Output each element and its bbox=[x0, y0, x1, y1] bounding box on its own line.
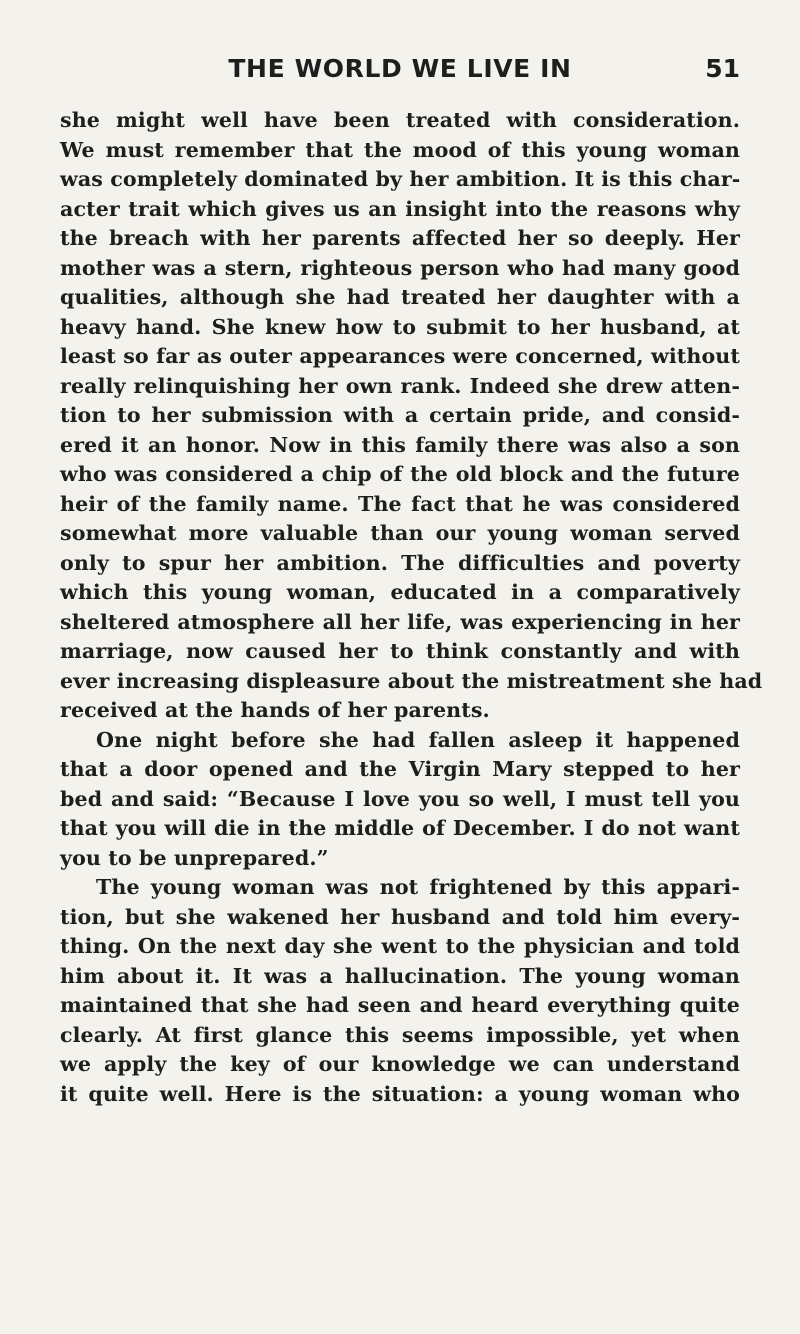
text-line: somewhat more valuable than our young woman served bbox=[60, 521, 740, 545]
text-line: who was considered a chip of the old block and the future bbox=[60, 462, 740, 486]
text-line: the breach with her parents affected her so deeply. Her bbox=[60, 226, 740, 250]
text-line: thing. On the next day she went to the physician and told bbox=[60, 934, 740, 958]
text-line: which this young woman, educated in a comparatively bbox=[60, 580, 740, 604]
text-line: ever increasing displeasure about the mistreatment she had bbox=[60, 668, 763, 693]
text-line: was completely dominated by her ambition. It is this char- bbox=[60, 167, 741, 191]
text-line: sheltered atmosphere all her life, was experiencing in her bbox=[60, 609, 740, 634]
text-line: One night before she had fallen asleep it happened bbox=[96, 727, 740, 752]
text-line: we apply the key of our knowledge we can understand bbox=[60, 1052, 740, 1076]
text-line: clearly. At first glance this seems impossible, yet when bbox=[60, 1022, 740, 1047]
text-line: received at the hands of her parents. bbox=[60, 698, 490, 722]
text-line: him about it. It was a hallucination. The young woman bbox=[60, 963, 740, 988]
text-line: you to be unprepared.” bbox=[60, 845, 329, 870]
text-line: bed and said: “Because I love you so well, I must tell you bbox=[60, 786, 740, 811]
text-line: marriage, now caused her to think constantly and with bbox=[60, 639, 740, 663]
text-line: that you will die in the middle of December. I do not want bbox=[60, 816, 740, 840]
text-line: she might well have been treated with consideration. bbox=[60, 108, 740, 132]
text-line: maintained that she had seen and heard everything quite bbox=[60, 993, 740, 1017]
page-number: 51 bbox=[705, 54, 740, 83]
text-line: that a door opened and the Virgin Mary stepped to her bbox=[60, 757, 740, 781]
running-header bbox=[60, 50, 740, 90]
text-line: heir of the family name. The fact that he was considered bbox=[60, 491, 740, 516]
text-line: The young woman was not frightened by this appari- bbox=[96, 875, 740, 899]
text-line: acter trait which gives us an insight into the reasons why bbox=[60, 196, 740, 221]
text-line: heavy hand. She knew how to submit to her husband, at bbox=[60, 314, 740, 339]
text-line: qualities, although she had treated her daughter with a bbox=[60, 285, 740, 309]
text-line: ered it an honor. Now in this family there was also a son bbox=[60, 432, 740, 457]
text-line: only to spur her ambition. The difficulties and poverty bbox=[60, 550, 740, 575]
body-text bbox=[60, 106, 763, 1109]
text-line: it quite well. Here is the situation: a young woman who bbox=[60, 1081, 740, 1106]
text-line: really relinquishing her own rank. Indeed she drew atten- bbox=[60, 373, 740, 398]
running-title: THE WORLD WE LIVE IN bbox=[228, 54, 572, 83]
text-line: mother was a stern, righteous person who had many good bbox=[60, 255, 740, 280]
text-line: least so far as outer appearances were concerned, without bbox=[60, 344, 740, 368]
text-line: tion, but she wakened her husband and told him every- bbox=[60, 904, 740, 929]
text-line: We must remember that the mood of this young woman bbox=[60, 137, 740, 162]
text-line: tion to her submission with a certain pride, and consid- bbox=[60, 403, 740, 427]
